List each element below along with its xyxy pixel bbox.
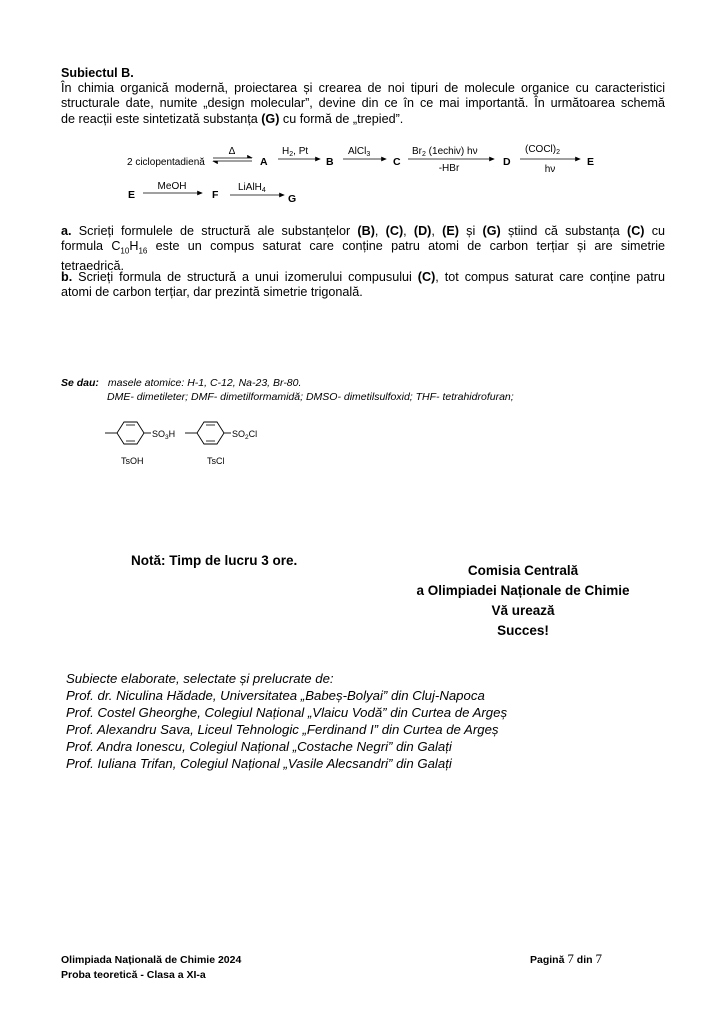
delta-condition: Δ bbox=[228, 146, 236, 157]
compound-e: E bbox=[587, 156, 595, 168]
commission-line: Vă urează bbox=[491, 603, 555, 618]
author-item: Prof. Costel Gheorghe, Colegiul Național „Vlaicu Vodă” din Curtea de Argeș bbox=[66, 705, 508, 720]
compound-c: C bbox=[393, 156, 401, 168]
compound-b: B bbox=[326, 156, 334, 168]
h2-pt-condition: $H_2$, Pt bbox=[282, 146, 309, 158]
commission-line: a Olimpiadei Naționale de Chimie bbox=[416, 583, 630, 598]
abbreviations: DME- dimetileter; DMF- dimetilformamidă; DMSO- dimetilsulfoxid; THF- tetrahidrofuran; bbox=[107, 391, 514, 403]
question-b-line: b. Scrieți formula de structură a unui izomerului compusului (C), tot compus saturat care conține patru bbox=[61, 270, 665, 284]
atomic-masses: masele atomice: H-1, C-12, Na-23, Br-80. bbox=[107, 377, 302, 389]
question-b bbox=[61, 270, 665, 301]
authors-heading: Subiecte elaborate, selectate și prelucrate de: bbox=[66, 671, 334, 686]
page-number: Pagină 7 din 7 bbox=[530, 951, 602, 966]
question-b-line: atomi de carbon terțiar, dar prezintă simetrie trigonală. bbox=[61, 285, 363, 300]
question-a bbox=[61, 224, 665, 274]
question-a-line: tetraedrică. bbox=[61, 259, 124, 274]
question-a-line: formula $C_{10}H_{16}$ este un compus saturat care conține patru atomi de carbon terțiar și are simetrie bbox=[61, 239, 665, 256]
tsoh-group: $SO_3H$ bbox=[152, 429, 176, 441]
hbr-byproduct: -HBr bbox=[438, 163, 460, 174]
tosyl-structures bbox=[95, 415, 295, 475]
compound-d: D bbox=[503, 156, 511, 168]
tsoh-label: TsOH bbox=[121, 456, 144, 466]
author-item: Prof. Andra Ionescu, Colegiul Național „Costache Negri” din Galați bbox=[66, 739, 452, 754]
compound-a: A bbox=[260, 156, 268, 168]
given-label: Se dau: bbox=[61, 377, 99, 389]
given-data bbox=[61, 377, 301, 390]
intro-line: În chimia organică modernă, proiectarea și crearea de noi tipuri de molecule organice cu caracteristici bbox=[61, 81, 665, 95]
reactant-cyclopentadiene: 2 ciclopentadienă bbox=[127, 157, 205, 168]
compound-g: G bbox=[288, 193, 297, 205]
tscl-structure bbox=[185, 422, 257, 466]
compound-f: F bbox=[212, 189, 219, 201]
tscl-group: $SO_2Cl$ bbox=[232, 429, 258, 441]
br2-condition: $Br_2$ (1echiv) hν bbox=[412, 146, 478, 158]
time-note: Notă: Timp de lucru 3 ore. bbox=[131, 553, 298, 568]
oxalyl-chloride-condition: $(COCl)_2$ bbox=[525, 144, 561, 156]
question-a-line: a. Scrieți formulele de structură ale substanțelor (B), (C), (D), (E) și (G) știind că substanța (C) cu bbox=[61, 224, 666, 238]
author-item: Prof. Alexandru Sava, Liceul Tehnologic „Ferdinand I” din Curtea de Argeș bbox=[66, 722, 499, 737]
hv-condition: hν bbox=[544, 164, 556, 175]
commission-line: Succes! bbox=[497, 623, 549, 638]
footer-exam: Proba teoretică - Clasa a XI-a bbox=[61, 969, 206, 981]
reaction-scheme bbox=[0, 140, 724, 210]
compound-e-second-row: E bbox=[128, 189, 136, 201]
commission-block bbox=[370, 561, 676, 641]
authors-block bbox=[66, 670, 507, 772]
intro-line: structurale date, numite „design molecular”, devine din ce în ce mai importantă. În următoarea schemă bbox=[61, 96, 665, 111]
author-item: Prof. Iuliana Trifan, Colegiul Național „Vasile Alecsandri” din Galați bbox=[66, 756, 452, 771]
alcl3-condition: AlCl$_3$ bbox=[348, 146, 371, 158]
subject-title: Subiectul B. bbox=[61, 66, 134, 80]
intro-line: de reacții este sintetizată substanța (G) cu formă de „trepied”. bbox=[61, 111, 404, 126]
lialh4-condition: LiAlH$_4$ bbox=[238, 182, 266, 194]
intro-paragraph bbox=[61, 81, 665, 127]
tscl-label: TsCl bbox=[207, 456, 225, 466]
footer-left bbox=[61, 953, 241, 983]
meoh-condition: MeOH bbox=[157, 181, 187, 192]
footer-olympiad: Olimpiada Națională de Chimie 2024 bbox=[61, 954, 242, 966]
commission-line: Comisia Centrală bbox=[467, 563, 579, 578]
tsoh-structure bbox=[105, 422, 175, 466]
author-item: Prof. dr. Niculina Hădade, Universitatea „Babeș-Bolyai” din Cluj-Napoca bbox=[66, 688, 485, 703]
